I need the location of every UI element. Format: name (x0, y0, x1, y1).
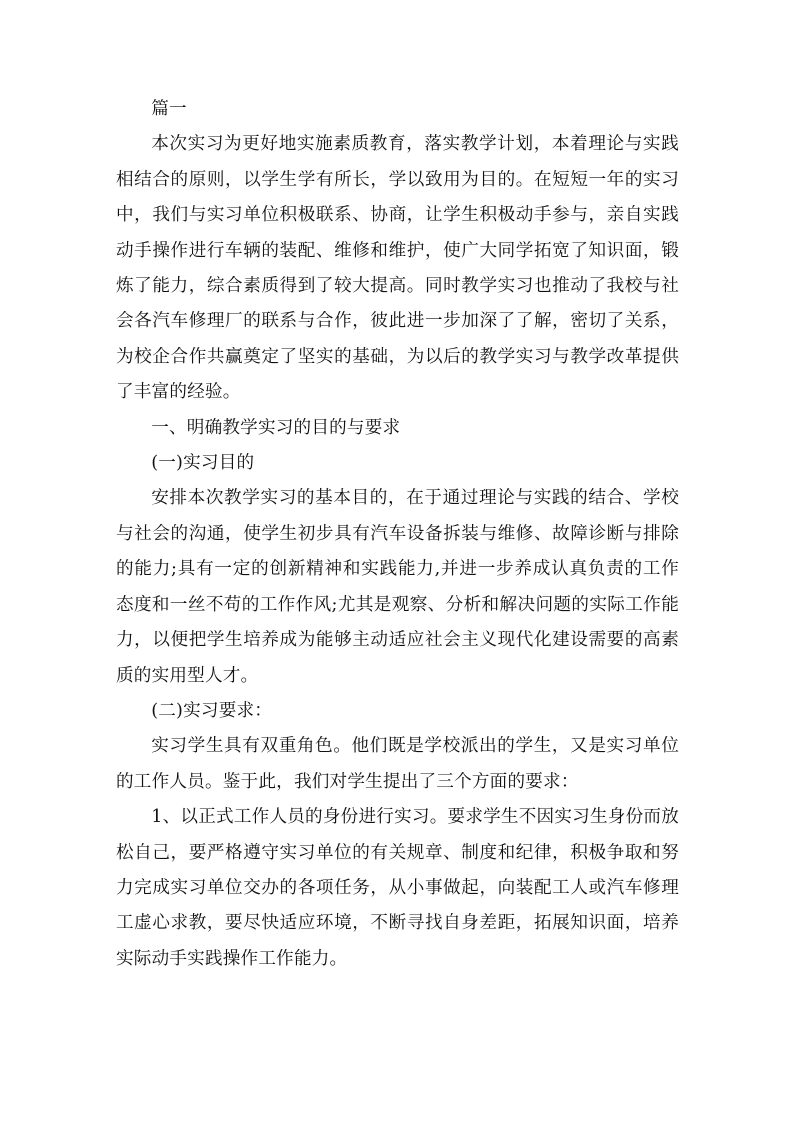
purpose-paragraph: 安排本次教学实习的基本目的，在于通过理论与实践的结合、学校与社会的沟通，使学生初步具有汽车设备拆装与维修、故障诊断与排除的能力;具有一定的创新精神和实践能力,并进一步养成认真负责的工作态度和一丝不苟的工作作风;尤其是观察、分析和解决问题的实际工作能力，以便把学生培养成为能够主动适应社会主义现代化建设需要的高素质的实用型人才。 (116, 488, 679, 686)
intro-paragraph: 本次实习为更好地实施素质教育，落实教学计划，本着理论与实践相结合的原则，以学生学有所长，学以致用为目的。在短短一年的实习中，我们与实习单位积极联系、协商，让学生积极动手参与，亲自实践动手操作进行车辆的装配、维修和维护，使广大同学拓宽了知识面，锻炼了能力，综合素质得到了较大提高。同时教学实习也推动了我校与社会各汽车修理厂的联系与合作，彼此进一步加深了了解，密切了关系，为校企合作共赢奠定了坚实的基础，为以后的教学实习与教学改革提供了丰富的经验。 (116, 134, 679, 403)
subheading-requirements: (二)实习要求： (151, 700, 273, 721)
requirement-item-1: 1、以正式工作人员的身份进行实习。要求学生不因实习生身份而放松自己，要严格遵守实习单位的有关规章、制度和纪律，积极争取和努力完成实习单位交办的各项任务，从小事做起，向装配工人或汽车修理工虚心求教，要尽快适应环境，不断寻找自身差距，拓展知识面，培养实际动手实践操作工作能力。 (116, 807, 679, 969)
requirements-intro-paragraph: 实习学生具有双重角色。他们既是学校派出的学生，又是实习单位的工作人员。鉴于此，我们对学生提出了三个方面的要求： (116, 736, 679, 792)
heading-purpose-and-requirements: 一、明确教学实习的目的与要求 (151, 417, 401, 438)
section-title: 篇一 (151, 99, 187, 119)
subheading-purpose: (一)实习目的 (151, 453, 255, 474)
document-body (116, 92, 679, 977)
